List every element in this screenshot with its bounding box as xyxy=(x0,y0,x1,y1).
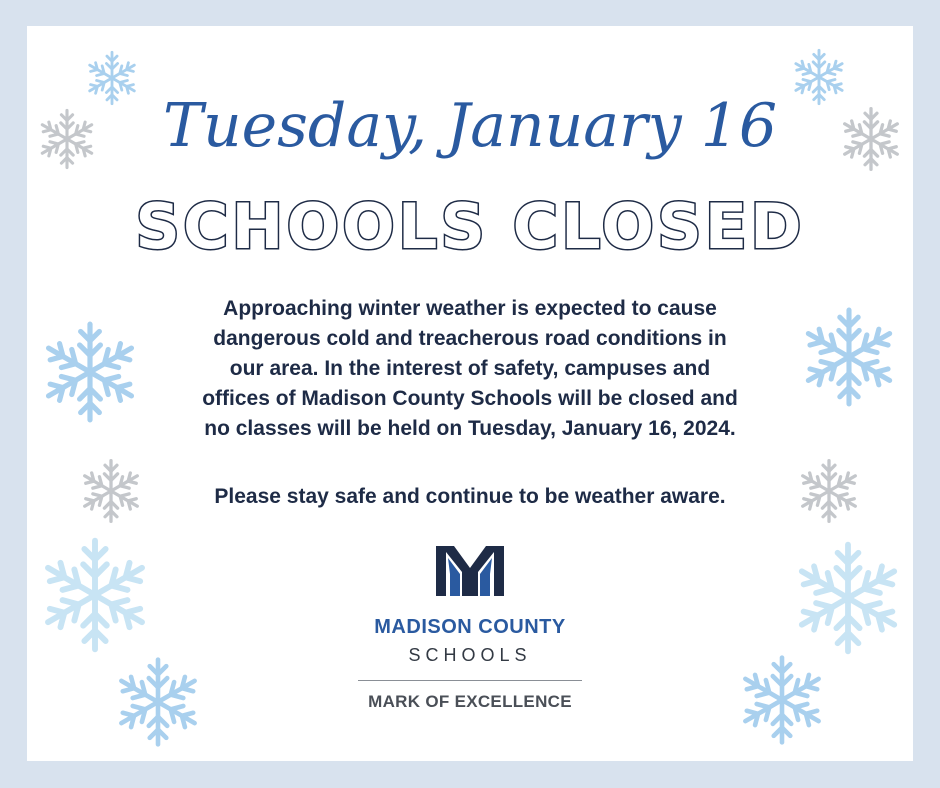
announcement-line: Approaching winter weather is expected to cause xyxy=(223,297,717,320)
announcement-line: our area. In the interest of safety, campuses and xyxy=(229,357,711,380)
closing-message: Please stay safe and continue to be weather aware. xyxy=(214,485,726,508)
announcement-body xyxy=(140,294,800,444)
announcement-line: no classes will be held on Tuesday, January 16, 2024. xyxy=(204,417,736,440)
logo-divider xyxy=(358,680,582,681)
announcement-line: dangerous cold and treacherous road conditions in xyxy=(213,327,727,350)
district-tagline: MARK OF EXCELLENCE xyxy=(368,692,572,711)
closure-heading: SCHOOLS CLOSED xyxy=(135,190,805,263)
date-heading: Tuesday, January 16 xyxy=(162,91,778,161)
district-logo-icon xyxy=(436,546,504,596)
district-subname: SCHOOLS xyxy=(408,645,532,665)
district-name: MADISON COUNTY xyxy=(374,616,566,638)
snowflake-icon xyxy=(38,320,142,424)
announcement-line: offices of Madison County Schools will be closed and xyxy=(202,387,738,410)
snowflake-icon xyxy=(798,306,900,408)
